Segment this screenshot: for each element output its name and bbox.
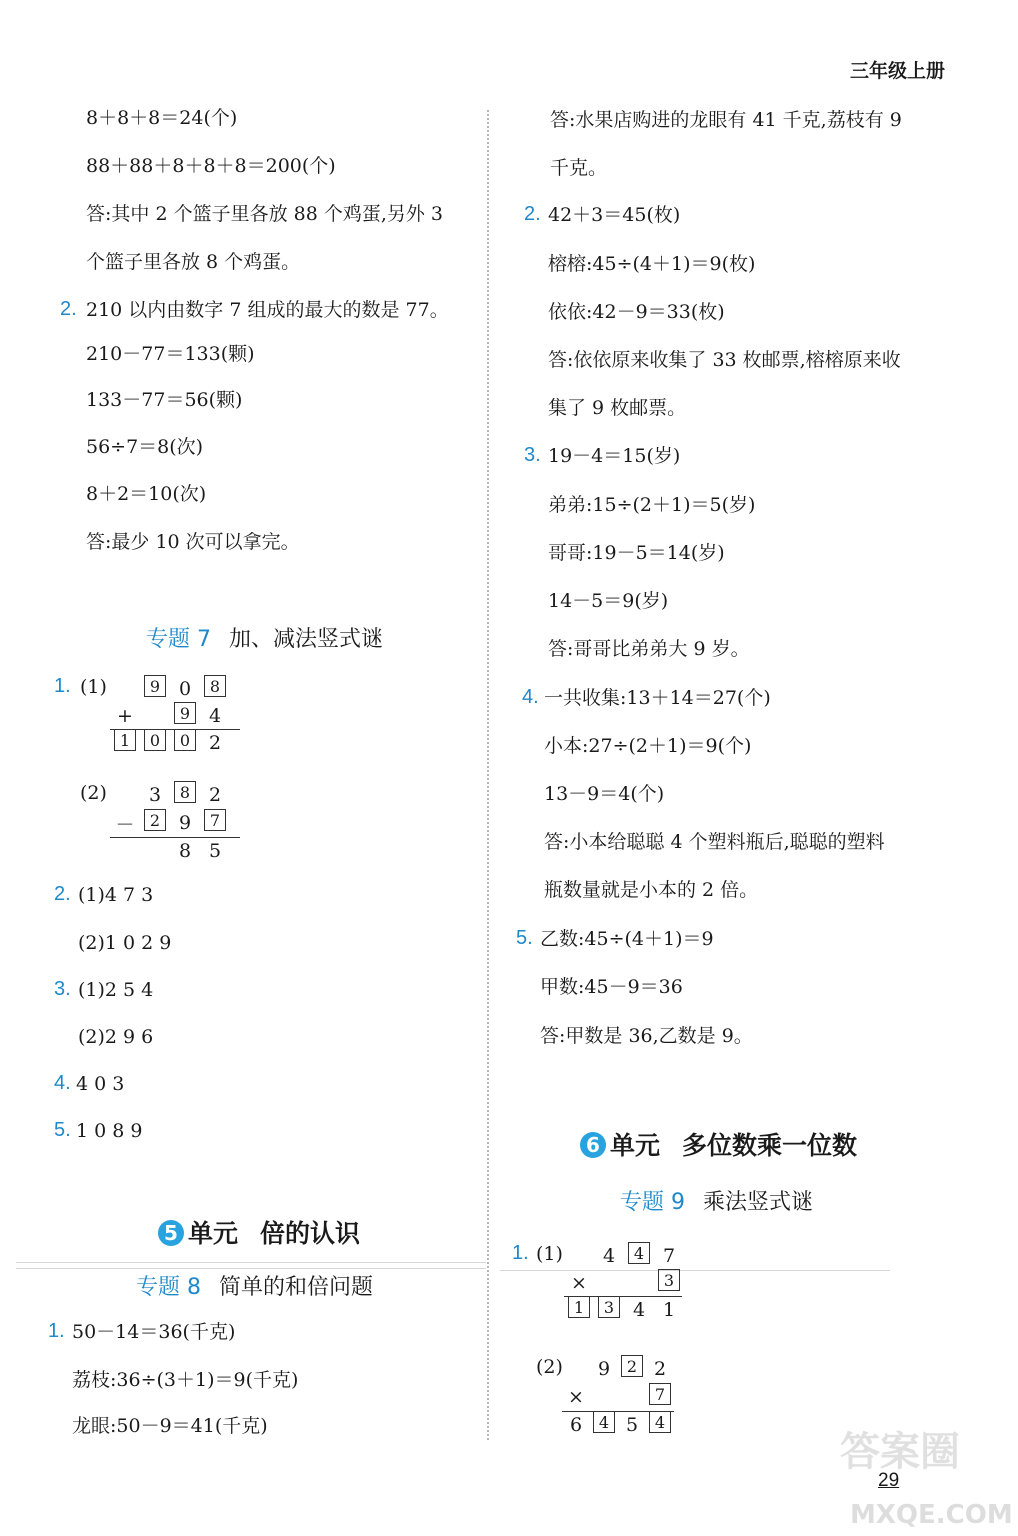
column-divider [487, 110, 489, 1440]
text-line: 19－4＝15(岁) [548, 445, 681, 467]
sub-question-label: (1) [536, 1243, 563, 1265]
digit [562, 1355, 590, 1383]
question-number: 3. [54, 978, 71, 1000]
question-number: 4. [54, 1072, 71, 1094]
text-line: 哥哥:19－5＝14(岁) [548, 542, 725, 564]
digit: 8 [178, 840, 192, 862]
filled-digit-box: 9 [174, 702, 196, 724]
scan-line [16, 1262, 486, 1263]
topic-title: 乘法竖式谜 [703, 1190, 814, 1215]
digit: － [115, 813, 135, 836]
digit [110, 837, 140, 865]
question-number: 2. [524, 203, 541, 225]
answer-line: 4 0 3 [76, 1073, 125, 1095]
sum-line [562, 1411, 674, 1412]
text-line: 个篮子里各放 8 个鸡蛋。 [86, 251, 301, 273]
digit: 4 [632, 1298, 646, 1321]
filled-digit-box: 4 [649, 1411, 671, 1433]
digit [594, 1269, 624, 1296]
text-line: 依依:42－9＝33(枚) [548, 301, 725, 323]
digit: 2 [653, 1358, 667, 1380]
answer-line: (1)2 5 4 [78, 979, 154, 1001]
unit-label: 单元 [188, 1219, 239, 1248]
unit-heading-5 [158, 1214, 360, 1250]
digit [110, 781, 140, 809]
filled-digit-box: 7 [204, 809, 226, 831]
text-line: 答:依依原来收集了 33 枚邮票,榕榕原来收 [548, 349, 901, 371]
filled-digit-box: 7 [649, 1383, 671, 1405]
text-line: 弟弟:15÷(2＋1)＝5(岁) [548, 494, 756, 516]
sub-question-label: (2) [80, 782, 107, 804]
digit: 5 [208, 840, 222, 862]
text-line: 56÷7＝8(次) [86, 436, 204, 458]
text-line: 8＋2＝10(次) [86, 483, 207, 505]
digit [110, 675, 140, 702]
question-number: 3. [524, 444, 541, 466]
text-line: 答:小本给聪聪 4 个塑料瓶后,聪聪的塑料 [544, 831, 885, 853]
filled-digit-box: 4 [628, 1242, 650, 1264]
filled-digit-box: 1 [568, 1296, 590, 1318]
filled-digit-box: 3 [658, 1269, 680, 1291]
digit: 1 [662, 1298, 676, 1321]
digit [140, 702, 170, 729]
text-line: 42＋3＝45(枚) [548, 204, 681, 226]
sum-line [564, 1296, 682, 1297]
answer-line: (2)2 9 6 [78, 1026, 154, 1048]
text-line: 榕榕:45÷(4＋1)＝9(枚) [548, 253, 756, 275]
unit-badge: 5 [158, 1220, 184, 1246]
digit: × [568, 1386, 584, 1408]
text-line: 荔枝:36÷(3＋1)＝9(千克) [72, 1369, 299, 1391]
text-line: 龙眼:50－9＝41(千克) [72, 1415, 268, 1437]
digit: 4 [602, 1244, 616, 1267]
question-number: 5. [516, 927, 533, 949]
text-line: 8＋8＋8＝24(个) [86, 107, 238, 129]
digit [564, 1242, 594, 1269]
section-heading-topic8 [136, 1270, 373, 1301]
answer-line: (2)1 0 2 9 [78, 932, 172, 954]
grade-label: 三年级上册 [850, 60, 946, 82]
digit: 4 [208, 704, 222, 727]
answer-line: (1)4 7 3 [78, 884, 154, 906]
topic-tag: 专题 9 [620, 1190, 685, 1215]
unit-label: 单元 [610, 1131, 661, 1160]
page-number: 29 [878, 1470, 900, 1491]
unit-title: 倍的认识 [260, 1219, 361, 1248]
digit: 9 [597, 1358, 611, 1380]
filled-digit-box: 2 [144, 809, 166, 831]
filled-digit-box: 2 [621, 1355, 643, 1377]
text-line: 瓶数量就是小本的 2 倍。 [544, 879, 759, 901]
digit: 6 [569, 1414, 583, 1436]
topic-title: 加、减法竖式谜 [229, 627, 384, 652]
digit [140, 837, 170, 865]
section-heading-topic7 [146, 622, 383, 653]
digit [624, 1269, 654, 1296]
question-number: 4. [522, 686, 539, 708]
filled-digit-box: 1 [114, 729, 136, 751]
text-line: 答:最少 10 次可以拿完。 [86, 531, 300, 553]
topic-title: 简单的和倍问题 [219, 1275, 374, 1300]
question-number: 2. [60, 298, 77, 320]
digit: + [117, 704, 133, 727]
section-heading-topic9 [620, 1185, 813, 1216]
scan-line [500, 1270, 890, 1271]
unit-title: 多位数乘一位数 [682, 1131, 858, 1160]
text-line: 一共收集:13＋14＝27(个) [544, 687, 771, 709]
watermark-logo: 答案圈 [840, 1429, 960, 1475]
digit: 2 [208, 731, 222, 754]
text-line: 答:哥哥比弟弟大 9 岁。 [548, 638, 750, 660]
text-line: 210 以内由数字 7 组成的最大的数是 77。 [86, 299, 449, 321]
text-line: 133－77＝56(颗) [86, 389, 243, 411]
digit: 7 [662, 1244, 676, 1267]
answer-line: 1 0 8 9 [76, 1120, 143, 1142]
text-line: 13－9＝4(个) [544, 783, 665, 805]
unit-heading-6 [580, 1126, 857, 1162]
question-number: 5. [54, 1119, 71, 1141]
question-number: 1. [48, 1320, 65, 1342]
topic-tag: 专题 8 [136, 1275, 201, 1300]
text-line: 乙数:45÷(4＋1)＝9 [540, 928, 714, 950]
unit-badge: 6 [580, 1132, 606, 1158]
question-number: 1. [54, 675, 71, 697]
digit: × [571, 1271, 587, 1294]
text-line: 千克。 [550, 157, 608, 179]
sub-question-label: (1) [80, 676, 107, 698]
question-number: 2. [54, 883, 71, 905]
text-line: 小本:27÷(2＋1)＝9(个) [544, 735, 752, 757]
question-number: 1. [512, 1242, 529, 1264]
digit: 2 [208, 784, 222, 806]
text-line: 甲数:45－9＝36 [540, 976, 683, 998]
text-line: 答:其中 2 个篮子里各放 88 个鸡蛋,另外 3 [86, 203, 443, 225]
topic-tag: 专题 7 [146, 627, 211, 652]
text-line: 14－5＝9(岁) [548, 590, 669, 612]
text-line: 50－14＝36(千克) [72, 1321, 236, 1343]
vertical-multiplication [562, 1355, 674, 1439]
filled-digit-box: 3 [598, 1296, 620, 1318]
filled-digit-box: 4 [593, 1411, 615, 1433]
scan-line [16, 1268, 486, 1269]
vertical-subtraction [110, 781, 240, 865]
vertical-multiplication [564, 1242, 682, 1323]
filled-digit-box: 8 [174, 781, 196, 803]
text-line: 答:水果店购进的龙眼有 41 千克,荔枝有 9 [550, 109, 902, 131]
text-line: 88＋88＋8＋8＋8＝200(个) [86, 155, 336, 177]
sum-line [110, 729, 240, 730]
digit: 9 [178, 812, 192, 834]
sub-question-label: (2) [536, 1356, 563, 1378]
filled-digit-box: 8 [204, 675, 226, 697]
digit: 3 [148, 784, 162, 806]
filled-digit-box: 9 [144, 675, 166, 697]
digit [590, 1383, 618, 1411]
digit [618, 1383, 646, 1411]
text-line: 210－77＝133(颗) [86, 343, 255, 365]
digit: 0 [178, 677, 192, 700]
filled-digit-box: 0 [144, 729, 166, 751]
digit: 5 [625, 1414, 639, 1436]
watermark-text: MXQE.COM [850, 1500, 1013, 1530]
sum-line [110, 837, 240, 838]
text-line: 答:甲数是 36,乙数是 9。 [540, 1025, 753, 1047]
text-line: 集了 9 枚邮票。 [548, 397, 687, 419]
filled-digit-box: 0 [174, 729, 196, 751]
vertical-addition [110, 675, 240, 756]
